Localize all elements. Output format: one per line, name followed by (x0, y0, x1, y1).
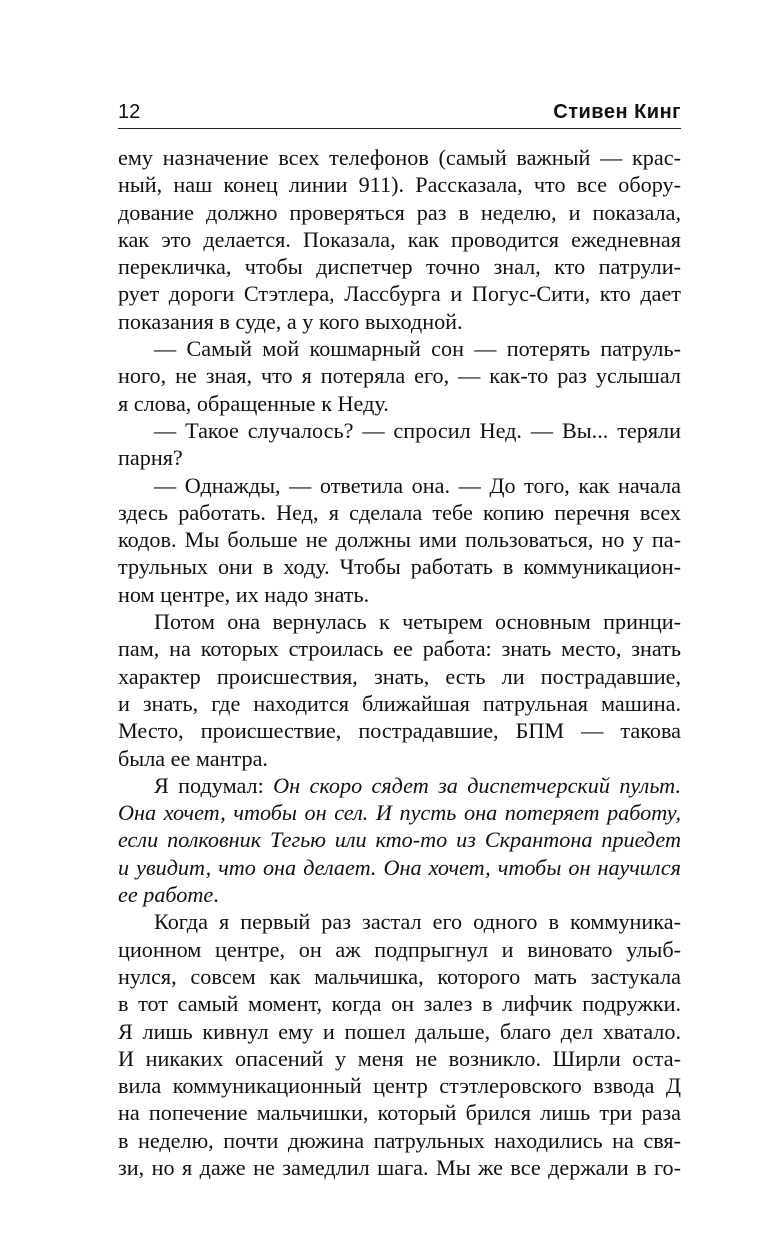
text-line: Когда я первый раз застал его одного в коммуника- (154, 909, 681, 935)
text-line: парня? (118, 445, 183, 471)
text-line: — Самый мой кошмарный сон — потерять патруль- (154, 336, 681, 362)
text-line: Потом она вернулась к четырем основным принци- (154, 609, 681, 635)
text-line: вила коммуникационный центр стэтлеровского взвода Д (118, 1073, 681, 1099)
text-line: ного, не зная, что я потеряла его, — как-то раз услышал (118, 363, 681, 389)
text-line: пам, на которых строилась ее работа: знать место, знать (118, 636, 681, 662)
text-line: Я лишь кивнул ему и пошел дальше, благо дел хватало. (118, 1018, 681, 1044)
text-line: показания в суде, а у кого выходной. (118, 308, 463, 334)
text-line-mixed (118, 881, 681, 908)
italic-line: и увидит, что она делает. Она хочет, чтобы он научился (118, 854, 681, 880)
text-line: ему назначение всех телефонов (самый важный — крас- (118, 145, 681, 170)
header-rule (118, 128, 681, 129)
page-number: 12 (118, 101, 141, 123)
text-line: характер происшествия, знать, есть ли пострадавшие, (118, 663, 681, 689)
text-line: — Такое случалось? — спросил Нед. — Вы... теряли (154, 417, 681, 443)
running-header (118, 98, 681, 124)
author-name: Стивен Кинг (553, 101, 681, 123)
text-line: перекличка, чтобы диспетчер точно знал, кто патрули- (118, 254, 681, 280)
text-line: здесь работать. Нед, я сделала тебе копию перечня всех (118, 499, 681, 525)
text-line: в неделю, почти дюжина патрульных находились на свя- (118, 1127, 681, 1153)
text-line: И никаких опасений у меня не возникло. Ширли оста- (118, 1045, 681, 1071)
text-line: ционном центре, он аж подпрыгнул и виновато улыб- (118, 936, 681, 962)
text-line: ный, наш конец линии 911). Рассказала, что все обору- (118, 172, 681, 198)
text-line: рует дороги Стэтлера, Лассбурга и Погус-Сити, кто дает (118, 281, 681, 307)
italic-thought: ее работе (118, 882, 214, 908)
text-span: . (213, 882, 219, 908)
italic-thought: Он скоро сядет за диспетчерский пульт. (273, 772, 681, 798)
text-line: кодов. Мы больше не должны ими пользоваться, но у па- (118, 527, 681, 553)
text-line: ном центре, их надо знать. (118, 581, 370, 607)
text-line: — Однажды, — ответила она. — До того, как начала (154, 472, 681, 498)
text-line: была ее мантра. (118, 745, 268, 771)
text-span: Я подумал: (154, 772, 274, 798)
text-line: на попечение мальчишки, который брился лишь три раза (118, 1100, 681, 1126)
text-line: я слова, обращенные к Неду. (118, 390, 389, 416)
body-text (118, 144, 681, 1181)
text-line-mixed (118, 772, 681, 799)
text-line: и знать, где находится ближайшая патрульная машина. (118, 690, 681, 716)
text-line: Место, происшествие, пострадавшие, БПМ — такова (118, 718, 681, 744)
text-line: трульных они в ходу. Чтобы работать в коммуникацион- (118, 554, 681, 580)
text-line: зи, но я даже не замедлил шага. Мы же все держали в го- (118, 1154, 681, 1180)
text-line: в тот самый момент, когда он залез в лифчик подружки. (118, 991, 681, 1017)
italic-line: если полковник Тегью или кто-то из Скрантона приедет (118, 827, 681, 853)
text-line: как это делается. Показала, как проводится ежедневная (118, 226, 681, 252)
text-line: нулся, совсем как мальчишка, которого мать застукала (118, 963, 681, 989)
italic-line: Она хочет, чтобы он сел. И пусть она потеряет работу, (118, 800, 681, 826)
text-line: дование должно проверяться раз в неделю, и показала, (118, 199, 681, 225)
